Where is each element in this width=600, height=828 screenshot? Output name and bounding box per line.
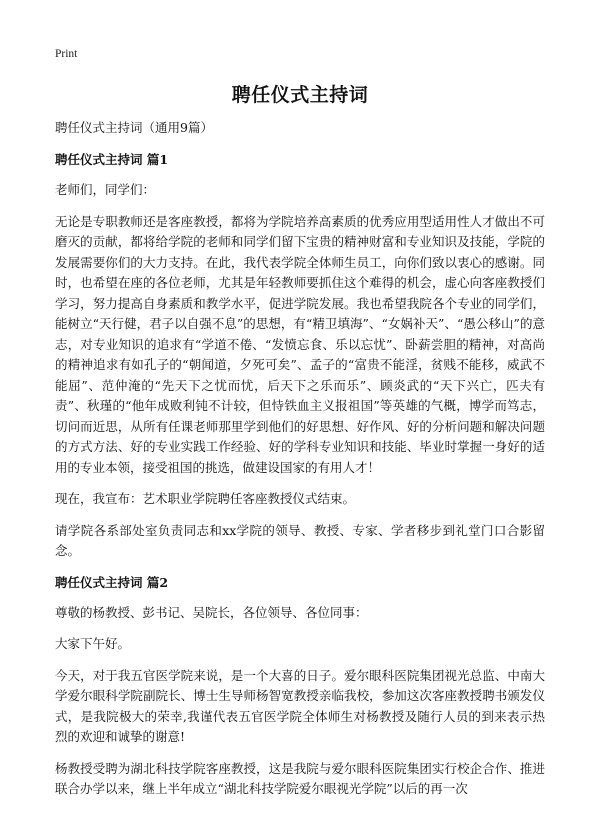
section-heading-1: 聘任仪式主持词 篇1 — [55, 152, 169, 167]
document-title: 聘任仪式主持词 — [231, 84, 369, 106]
section-1-paragraph: 现在，我宣布：艺术职业学院聘任客座教授仪式结束。 — [55, 491, 356, 506]
section-2-paragraph: 大家下午好。 — [55, 636, 131, 651]
document-body — [55, 118, 545, 811]
print-label: Print — [55, 48, 78, 60]
section-heading-2: 聘任仪式主持词 篇2 — [55, 574, 169, 590]
section-2-paragraph: 杨教授受聘为湖北科技学院客座教授，这是我院与爱尔眼科医院集团实行校企合作、推进联合办学以来，继上半年成立“湖北科技学院爱尔眼视光学院”以后的再一次 — [55, 760, 545, 796]
document-subtitle: 聘任仪式主持词（通用9篇） — [55, 120, 213, 135]
section-1-paragraph: 请学院各系部处室负责同志和xx学院的领导、教授、专家、学者移步到礼堂门口合影留念。 — [55, 522, 545, 558]
section-1-paragraph: 老师们，同学们： — [55, 182, 156, 197]
section-1-paragraph: 无论是专职教师还是客座教授，都将为学院培养高素质的优秀应用型适用性人才做出不可磨灭的贡献，都将给学院的老师和同学们留下宝贵的精神财富和专业知识及技能，学院的发展需要你们的大力支持。在此，我代表学院全体师生员工，向你们致以衷心的感谢。同时，也希望在座的各位老师，尤其是年轻教师要抓住这个难得的机会，虚心向客座教授们学习，努力提高自身素质和教学水平，促进学院发展。我也希望我院各个专业的同学们，能树立“天行健，君子以自强不息”的思想，有“精卫填海”、“女娲补天”、“愚公移山”的意志，对专业知识的追求有“学道不倦、“发愤忘食、乐以忘忧”、卧薪尝胆的精神，对高尚的精神追求有如孔子的“朝闻道，夕死可矣”、孟子的“富贵不能淫，贫贱不能移，威武不能屈”、范仲淹的“先天下之忧而忧，后天下之乐而乐”、顾炎武的“天下兴亡，匹夫有责”、秋瑾的“他年成败利钝不计较，但恃铁血主义报祖国”等英雄的气概，博学而笃志，切问而近思，从所有任课老师那里学到他们的好思想、好作风、好的分析问题和解决问题的方式方法、好的专业实践工作经验、好的学科专业知识和技能、毕业时掌握一身好的适用的专业本领，接受祖国的挑选，做建设国家的有用人才！ — [55, 213, 545, 475]
section-2-paragraph: 尊敬的杨教授、彭书记、吴院长，各位领导、各位同事： — [55, 604, 368, 620]
section-2-paragraph: 今天，对于我五官医学院来说，是一个大喜的日子。爱尔眼科医院集团视光总监、中南大学爱尔眼科学院副院长、博士生导师杨智宽教授亲临我校，参加这次客座教授聘书颁发仪式，是我院极大的荣幸,我谨代表五官医学院全体师生对杨教授及随行人员的到来表示热烈的欢迎和诚挚的谢意! — [55, 667, 545, 744]
